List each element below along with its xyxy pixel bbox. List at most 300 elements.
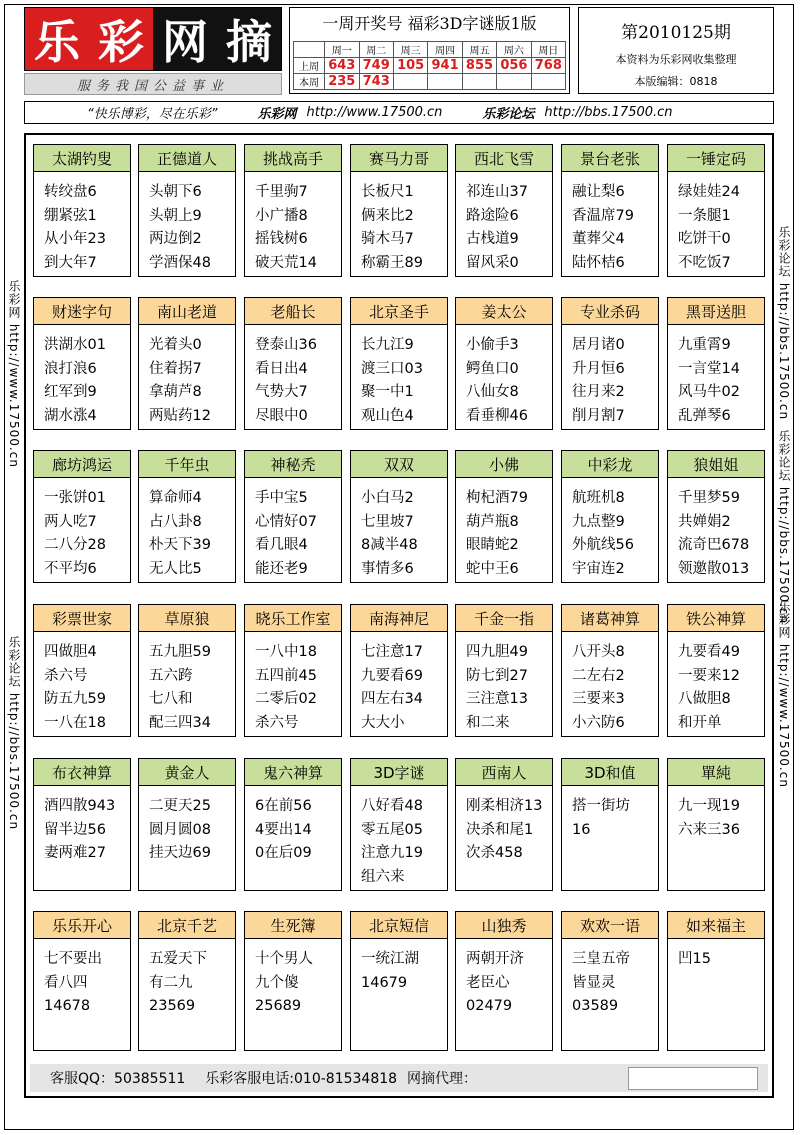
riddle-line: 鳄鱼口0 xyxy=(466,360,519,377)
riddle-line: 刚柔相济13 xyxy=(466,798,543,814)
riddle-line: 三皇五帝 xyxy=(572,951,630,967)
draw-results-box xyxy=(289,7,570,94)
riddle-line: 留半边56 xyxy=(44,821,106,838)
riddle-line: 路途险6 xyxy=(466,207,519,224)
riddle-line: 圆月圆08 xyxy=(149,821,211,838)
riddle-line: 风马牛02 xyxy=(678,384,740,400)
card-body xyxy=(34,325,130,428)
riddle-line: 八开头8 xyxy=(572,644,625,660)
riddle-line: 董葬父4 xyxy=(572,231,625,247)
riddle-line: 4要出14 xyxy=(255,821,312,838)
card-title: 3D和值 xyxy=(562,759,658,786)
tagline-bar xyxy=(24,101,774,124)
riddle-line: 香温席79 xyxy=(572,207,634,224)
riddle-line: 留风采0 xyxy=(466,254,519,271)
card-title: 北京圣手 xyxy=(351,298,447,325)
riddle-card xyxy=(138,604,236,737)
riddle-line: 能还老9 xyxy=(255,560,308,577)
riddle-line: 光着头0 xyxy=(149,337,202,353)
riddle-line: 妻两难27 xyxy=(44,845,106,861)
draw-number xyxy=(427,73,462,90)
card-title: 南山老道 xyxy=(139,298,235,325)
riddle-line: 二八分28 xyxy=(44,537,106,553)
card-title: 双双 xyxy=(351,451,447,478)
riddle-card xyxy=(350,297,448,430)
row-label: 本周 xyxy=(293,73,325,90)
card-body xyxy=(139,786,235,866)
riddle-line: 五六跨 xyxy=(149,667,193,684)
card-title: 财迷字句 xyxy=(34,298,130,325)
riddle-line: 酒四散943 xyxy=(44,798,116,814)
card-title: 山独秀 xyxy=(456,912,552,939)
card-title: 姜太公 xyxy=(456,298,552,325)
riddle-line: 小白马2 xyxy=(361,490,414,506)
card-title: 小佛 xyxy=(456,451,552,478)
card-body xyxy=(562,786,658,842)
riddle-line: 九点整9 xyxy=(572,513,625,530)
riddle-line: 转绞盘6 xyxy=(44,184,97,200)
riddle-line: 五四前45 xyxy=(255,667,317,684)
issue-title: 一周开奖号 福彩3D字谜版1版 xyxy=(322,13,537,33)
card-title: 欢欢一语 xyxy=(562,912,658,939)
riddle-line: 四做胆4 xyxy=(44,644,97,660)
service-qq: 客服QQ：50385511 xyxy=(50,1071,186,1087)
source-note: 本资料为乐彩网收集整理 xyxy=(615,53,737,66)
riddle-line: 两贴药12 xyxy=(149,407,211,424)
period-number: 第2010125期 xyxy=(621,23,731,43)
riddle-card xyxy=(138,758,236,891)
card-title: 鬼六神算 xyxy=(245,759,341,786)
agent-field xyxy=(628,1067,758,1090)
riddle-line: 学酒保48 xyxy=(149,254,211,271)
card-body xyxy=(456,172,552,275)
riddle-line: 住着拐7 xyxy=(149,360,202,377)
side-label-right-mid: 乐彩论坛 http://bbs.17500.cn xyxy=(777,430,791,625)
card-title: 西北飞雪 xyxy=(456,145,552,172)
editor-code: 本版编辑：0818 xyxy=(634,75,718,88)
riddle-line: 四左右34 xyxy=(361,691,423,707)
card-title: 正德道人 xyxy=(139,145,235,172)
card-body xyxy=(245,786,341,866)
riddle-line: 摇钱树6 xyxy=(255,231,308,247)
riddle-line: 九一现19 xyxy=(678,798,740,814)
weekday-label: 周四 xyxy=(427,41,462,58)
draw-number: 056 xyxy=(496,57,531,74)
agent-label: 网摘代理： xyxy=(407,1071,478,1087)
riddle-line: 聚一中1 xyxy=(361,384,414,400)
card-title: 老船长 xyxy=(245,298,341,325)
riddle-line: 湖水涨4 xyxy=(44,407,97,424)
riddle-line: 二零后02 xyxy=(255,691,317,707)
card-title: 诸葛神算 xyxy=(562,605,658,632)
riddle-line: 不吃饭7 xyxy=(678,254,731,271)
logo xyxy=(24,7,282,71)
riddle-line: 共婵娟2 xyxy=(678,513,731,530)
riddle-line: 宇宙连2 xyxy=(572,560,625,577)
riddle-line: 七注意17 xyxy=(361,644,423,660)
card-body xyxy=(245,478,341,581)
riddle-line: 算命师4 xyxy=(149,490,202,506)
riddle-line: 祁连山37 xyxy=(466,184,528,200)
riddle-card xyxy=(455,297,553,430)
riddle-line: 乱弹琴6 xyxy=(678,407,731,424)
card-body xyxy=(351,632,447,735)
card-title: 單純 xyxy=(668,759,764,786)
riddle-line: 削月割7 xyxy=(572,407,625,424)
weekday-label: 周五 xyxy=(462,41,497,58)
riddle-line: 五九胆59 xyxy=(149,644,211,660)
card-body xyxy=(456,325,552,428)
card-body xyxy=(562,632,658,735)
riddle-line: 皆显灵 xyxy=(572,974,616,991)
card-body xyxy=(562,478,658,581)
riddle-line: 大大小 xyxy=(361,714,405,731)
site-url-link[interactable]: http://www.17500.cn xyxy=(306,105,443,120)
card-title: 廊坊鸿运 xyxy=(34,451,130,478)
riddle-line: 拿葫芦8 xyxy=(149,384,202,400)
riddle-line: 凹15 xyxy=(678,951,711,967)
card-title: 狼姐姐 xyxy=(668,451,764,478)
forum-url-link[interactable]: http://bbs.17500.cn xyxy=(544,105,673,120)
riddle-card xyxy=(244,911,342,1051)
card-title: 如来福主 xyxy=(668,912,764,939)
logo-char: 乐 xyxy=(25,8,89,70)
draw-number: 855 xyxy=(462,57,497,74)
riddle-line: 洪湖水01 xyxy=(44,337,106,353)
riddle-line: 吃饼干0 xyxy=(678,231,731,247)
card-title: 生死簿 xyxy=(245,912,341,939)
riddle-line: 一条腿1 xyxy=(678,207,731,224)
riddle-card xyxy=(33,144,131,277)
riddle-line: 千里驹7 xyxy=(255,184,308,200)
card-title: 赛马力哥 xyxy=(351,145,447,172)
card-title: 专业杀码 xyxy=(562,298,658,325)
card-body xyxy=(245,325,341,428)
riddle-line: 气势大7 xyxy=(255,384,308,400)
riddle-line: 居月诸0 xyxy=(572,337,625,353)
riddle-line: 七里坡7 xyxy=(361,513,414,530)
logo-char: 彩 xyxy=(89,8,153,70)
side-label-right-bottom: 乐彩网 http://www.17500.cn xyxy=(777,600,791,788)
riddle-line: 心情好07 xyxy=(255,513,317,530)
card-body xyxy=(139,325,235,428)
riddle-line: 九要看69 xyxy=(361,667,423,684)
riddle-line: 看日出4 xyxy=(255,360,308,377)
riddle-card xyxy=(455,604,553,737)
riddle-line: 二左右2 xyxy=(572,667,625,684)
card-title: 西南人 xyxy=(456,759,552,786)
weekday-row xyxy=(294,42,566,58)
card-title: 布衣神算 xyxy=(34,759,130,786)
card-title: 景台老张 xyxy=(562,145,658,172)
riddle-line: 零五尾05 xyxy=(361,821,423,838)
riddle-line: 观山色4 xyxy=(361,407,414,424)
riddle-line: 从小年23 xyxy=(44,231,106,247)
riddle-line: 16 xyxy=(572,821,591,838)
card-body xyxy=(34,786,130,866)
riddle-card xyxy=(561,604,659,737)
weekday-label: 周日 xyxy=(531,41,566,58)
card-body xyxy=(34,939,130,1019)
riddle-line: 绿娃娃24 xyxy=(678,184,740,200)
riddle-line: 23569 xyxy=(149,998,196,1014)
riddle-line: 融让梨6 xyxy=(572,184,625,200)
card-body xyxy=(562,939,658,1019)
riddle-line: 航班机8 xyxy=(572,490,625,506)
riddle-line: 八仙女8 xyxy=(466,384,519,400)
riddle-line: 25689 xyxy=(255,998,302,1014)
card-title: 一锤定码 xyxy=(668,145,764,172)
riddle-line: 渡三口03 xyxy=(361,360,423,377)
riddle-card xyxy=(33,758,131,891)
riddle-line: 一统江湖 xyxy=(361,951,419,967)
weekday-label: 周一 xyxy=(324,41,359,58)
riddle-line: 破天荒14 xyxy=(255,254,317,271)
riddle-line: 绷紧弦1 xyxy=(44,207,97,224)
card-title: 千年虫 xyxy=(139,451,235,478)
riddle-line: 四九胆49 xyxy=(466,644,528,660)
card-body xyxy=(668,325,764,428)
card-body xyxy=(562,172,658,275)
riddle-line: 注意九19 xyxy=(361,845,423,861)
side-label-right-top: 乐彩论坛 http://bbs.17500.cn xyxy=(777,226,791,421)
riddle-line: 02479 xyxy=(466,998,513,1014)
card-body xyxy=(34,478,130,581)
riddle-line: 老臣心 xyxy=(466,974,510,991)
riddle-line: 眼睛蛇2 xyxy=(466,537,519,553)
riddle-line: 陆怀桔6 xyxy=(572,254,625,271)
row-label: 上周 xyxy=(293,57,325,74)
riddle-line: 次杀458 xyxy=(466,845,523,861)
card-body xyxy=(245,939,341,1019)
riddle-card xyxy=(455,911,553,1051)
weekday-label: 周三 xyxy=(393,41,428,58)
riddle-line: 六来三36 xyxy=(678,821,740,838)
card-body xyxy=(139,632,235,735)
riddle-card xyxy=(350,758,448,891)
card-body xyxy=(351,172,447,275)
card-body xyxy=(245,632,341,735)
riddle-line: 两边倒2 xyxy=(149,231,202,247)
draw-number: 941 xyxy=(427,57,462,74)
riddle-line: 不平均6 xyxy=(44,560,97,577)
logo-char: 摘 xyxy=(217,8,281,70)
riddle-line: 头朝下6 xyxy=(149,184,202,200)
draw-grid xyxy=(294,42,566,90)
riddle-line: 八做胆8 xyxy=(678,691,731,707)
riddle-line: 挂天边69 xyxy=(149,845,211,861)
riddle-line: 尽眼中0 xyxy=(255,407,308,424)
card-title: 千金一指 xyxy=(456,605,552,632)
riddle-line: 头朝上9 xyxy=(149,207,202,224)
card-body xyxy=(139,478,235,581)
riddle-line: 五爱天下 xyxy=(149,951,207,967)
riddle-line: 升月恒6 xyxy=(572,360,625,377)
riddle-line: 三注意13 xyxy=(466,691,528,707)
draw-number xyxy=(462,73,497,90)
card-body xyxy=(34,172,130,275)
riddle-line: 往月来2 xyxy=(572,384,625,400)
card-title: 挑战高手 xyxy=(245,145,341,172)
card-body xyxy=(668,478,764,581)
last-week-row xyxy=(294,58,566,74)
riddle-card xyxy=(455,144,553,277)
footer-bar xyxy=(30,1064,768,1092)
riddle-line: 看八四 xyxy=(44,974,88,991)
riddle-line: 九要看49 xyxy=(678,644,740,660)
riddle-line: 三要来3 xyxy=(572,691,625,707)
riddle-line: 一八中18 xyxy=(255,644,317,660)
riddle-line: 03589 xyxy=(572,998,619,1014)
riddle-card xyxy=(33,604,131,737)
riddle-card xyxy=(561,450,659,583)
card-body xyxy=(456,786,552,866)
card-body xyxy=(456,939,552,1019)
riddle-card xyxy=(455,450,553,583)
card-title: 黄金人 xyxy=(139,759,235,786)
riddle-line: 七不要出 xyxy=(44,951,102,967)
riddle-line: 一要来12 xyxy=(678,667,740,684)
card-title: 神秘秃 xyxy=(245,451,341,478)
motto: “快乐博彩，尽在乐彩” xyxy=(87,107,218,122)
riddle-line: 八好看48 xyxy=(361,798,423,814)
riddle-card xyxy=(33,911,131,1051)
riddle-line: 看几眼4 xyxy=(255,537,308,553)
riddle-line: 长九江9 xyxy=(361,337,414,353)
card-title: 彩票世家 xyxy=(34,605,130,632)
riddle-card xyxy=(667,144,765,277)
card-title: 北京短信 xyxy=(351,912,447,939)
riddle-card xyxy=(667,297,765,430)
card-body xyxy=(668,632,764,735)
riddle-card xyxy=(33,297,131,430)
riddle-line: 称霸王89 xyxy=(361,254,423,271)
riddle-card xyxy=(244,450,342,583)
card-title: 乐乐开心 xyxy=(34,912,130,939)
side-label-left-bottom: 乐彩论坛 http://bbs.17500.cn xyxy=(7,636,21,831)
riddle-line: 领邀散013 xyxy=(678,560,750,577)
draw-number: 105 xyxy=(393,57,428,74)
card-body xyxy=(668,786,764,842)
riddle-line: 决杀和尾1 xyxy=(466,821,534,838)
riddle-line: 看垂柳46 xyxy=(466,407,528,424)
card-title: 太湖钓叟 xyxy=(34,145,130,172)
card-body xyxy=(139,172,235,275)
riddle-line: 搭一街坊 xyxy=(572,798,630,814)
draw-number: 235 xyxy=(324,73,359,90)
draw-number: 749 xyxy=(359,57,394,74)
service-phone: 乐彩客服电话:010-81534818 xyxy=(205,1071,398,1087)
riddle-line: 朴天下39 xyxy=(149,537,211,553)
riddle-card xyxy=(561,758,659,891)
riddle-line: 二更天25 xyxy=(149,798,211,814)
riddle-line: 古栈道9 xyxy=(466,231,519,247)
riddle-line: 七八和 xyxy=(149,691,193,707)
card-body xyxy=(668,172,764,275)
side-label-left-top: 乐彩网 http://www.17500.cn xyxy=(7,280,21,468)
riddle-card xyxy=(244,758,342,891)
card-body xyxy=(34,632,130,735)
riddle-card xyxy=(138,911,236,1051)
riddle-card xyxy=(561,911,659,1051)
riddle-line: 流奇巴678 xyxy=(678,537,750,553)
card-body xyxy=(245,172,341,275)
riddle-line: 占八卦8 xyxy=(149,513,202,530)
card-body xyxy=(562,325,658,428)
riddle-card xyxy=(561,297,659,430)
card-body xyxy=(351,478,447,581)
riddle-line: 俩来比2 xyxy=(361,207,414,224)
riddle-card xyxy=(350,911,448,1051)
riddle-line: 到大年7 xyxy=(44,254,97,271)
card-title: 草原狼 xyxy=(139,605,235,632)
riddle-line: 小偷手3 xyxy=(466,337,519,353)
weekday-label: 周二 xyxy=(359,41,394,58)
forum-name: 乐彩论坛 xyxy=(482,107,535,122)
weekday-label: 周六 xyxy=(496,41,531,58)
riddle-line: 小广播8 xyxy=(255,207,308,224)
card-body xyxy=(351,939,447,995)
riddle-line: 14679 xyxy=(361,974,408,991)
riddle-line: 防七到27 xyxy=(466,667,528,684)
riddle-line: 九重霄9 xyxy=(678,337,731,353)
draw-number xyxy=(393,73,428,90)
period-box xyxy=(578,7,774,94)
card-title: 黑哥送胆 xyxy=(668,298,764,325)
riddle-line: 有二九 xyxy=(149,974,193,991)
riddle-line: 手中宝5 xyxy=(255,490,308,506)
draw-number xyxy=(496,73,531,90)
card-body xyxy=(668,939,764,972)
grid-corner xyxy=(293,41,325,58)
riddle-line: 两朝开济 xyxy=(466,951,524,967)
riddle-line: 一言堂14 xyxy=(678,360,740,377)
riddle-card xyxy=(244,144,342,277)
card-title: 南海神尼 xyxy=(351,605,447,632)
riddle-line: 九个傻 xyxy=(255,974,299,991)
riddle-line: 6在前56 xyxy=(255,798,312,814)
riddle-line: 无人比5 xyxy=(149,560,202,577)
riddle-line: 长板尺1 xyxy=(361,184,414,200)
draw-number xyxy=(531,73,566,90)
riddle-card xyxy=(138,450,236,583)
this-week-row xyxy=(294,74,566,90)
card-title: 晓乐工作室 xyxy=(245,605,341,632)
riddle-card xyxy=(244,604,342,737)
riddle-line: 蛇中王6 xyxy=(466,560,519,577)
riddle-card xyxy=(350,450,448,583)
riddle-line: 千里梦59 xyxy=(678,490,740,506)
logo-char: 网 xyxy=(153,8,217,70)
card-title: 中彩龙 xyxy=(562,451,658,478)
card-title: 3D字谜 xyxy=(351,759,447,786)
riddle-line: 一八在18 xyxy=(44,714,106,731)
card-body xyxy=(139,939,235,1019)
draw-number: 768 xyxy=(531,57,566,74)
riddle-line: 葫芦瓶8 xyxy=(466,513,519,530)
riddle-card xyxy=(667,450,765,583)
riddle-line: 小六防6 xyxy=(572,714,625,731)
riddle-line: 组六来 xyxy=(361,868,405,885)
card-title: 铁公神算 xyxy=(668,605,764,632)
riddle-card xyxy=(350,144,448,277)
riddle-card xyxy=(244,297,342,430)
riddle-line: 枸杞酒79 xyxy=(466,490,528,506)
riddle-line: 杀六号 xyxy=(44,667,88,684)
riddle-line: 杀六号 xyxy=(255,714,299,731)
riddle-card xyxy=(33,450,131,583)
riddle-line: 防五九59 xyxy=(44,691,106,707)
